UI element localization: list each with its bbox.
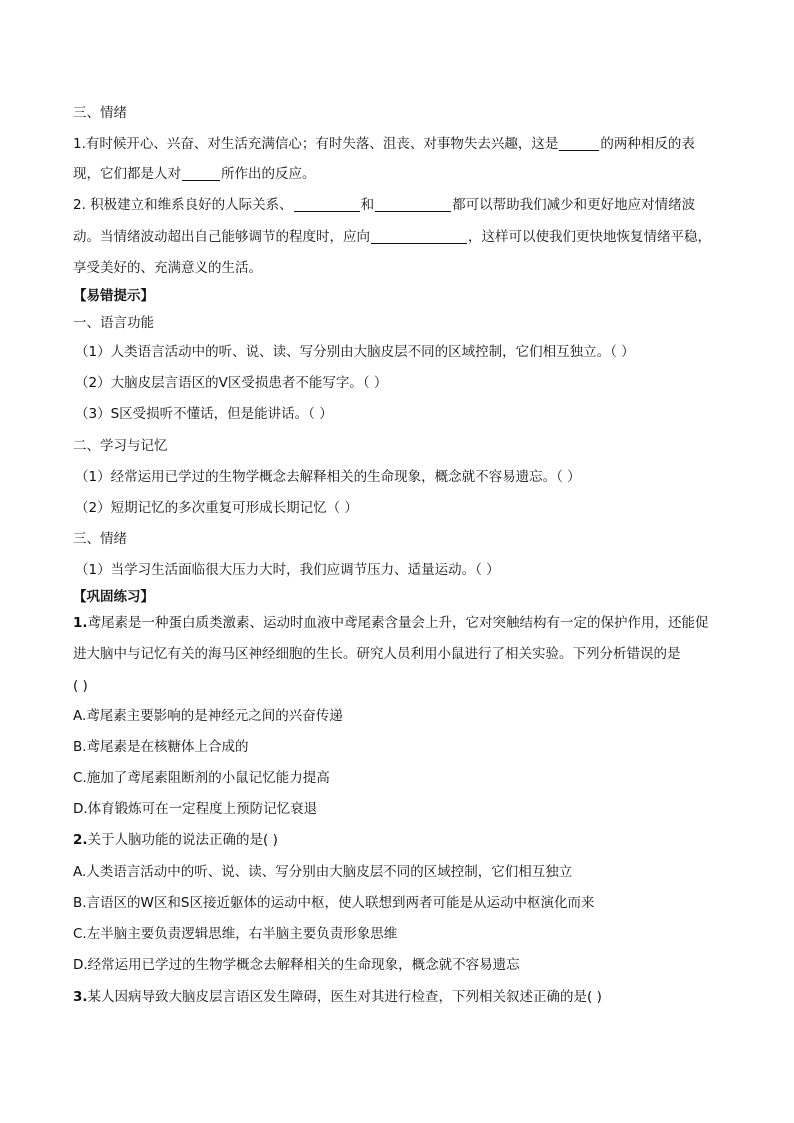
- option-b: B.言语区的W区和S区接近躯体的运动中枢，使人联想到两者可能是从运动中枢演化而来: [73, 895, 595, 911]
- option-c: C.左半脑主要负责逻辑思维，右半脑主要负责形象思维: [73, 926, 398, 942]
- question-1-line-2: 现，它们都是人对 所作出的反应。: [73, 166, 316, 182]
- option-a: A.鸢尾素主要影响的是神经元之间的兴奋传递: [73, 708, 343, 724]
- judgment-item: （1）当学习生活面临很大压力大时，我们应调节压力、适量运动。（ ）: [75, 562, 500, 578]
- option-a: A.人类语言活动中的听、说、读、写分别由大脑皮层不同的区域控制，它们相互独立: [73, 864, 573, 880]
- practice-1-line-2: 进大脑中与记忆有关的海马区神经细胞的生长。研究人员利用小鼠进行了相关实验。下列分析错误的是: [73, 646, 681, 662]
- option-c: C.施加了鸢尾素阻断剂的小鼠记忆能力提高: [73, 770, 330, 786]
- judgment-item: （1）经常运用已学过的生物学概念去解释相关的生命现象，概念就不容易遗忘。（ ）: [75, 469, 581, 485]
- answer-blank[interactable]: [559, 136, 599, 151]
- option-d: D.体育锻炼可在一定程度上预防记忆衰退: [73, 801, 318, 817]
- practice-heading: 【巩固练习】: [73, 589, 154, 605]
- section-title-emotion-2: 三、情绪: [73, 531, 127, 547]
- answer-blank[interactable]: [371, 229, 467, 244]
- question-2-line-2: 动。当情绪波动超出自己能够调节的程度时，应向 ，这样可以使我们更快地恢复情绪平稳，: [73, 229, 711, 245]
- judgment-item: （2）短期记忆的多次重复可形成长期记忆（ ）: [75, 500, 358, 516]
- answer-blank[interactable]: [182, 166, 220, 181]
- answer-blank[interactable]: [294, 197, 360, 212]
- answer-blank[interactable]: [375, 197, 451, 212]
- option-b: B.鸢尾素是在核糖体上合成的: [73, 739, 249, 755]
- question-2-line-3: 享受美好的、充满意义的生活。: [73, 260, 262, 276]
- section-title-memory: 二、学习与记忆: [73, 438, 168, 454]
- practice-1-line-1: 1.鸢尾素是一种蛋白质类激素、运动时血液中鸢尾素含量会上升，它对突触结构有一定的保护作用，还能促: [73, 615, 709, 631]
- error-hint-heading: 【易错提示】: [73, 288, 154, 304]
- section-title-emotion: 三、情绪: [73, 105, 127, 121]
- question-2-line-1: 2. 积极建立和维系良好的人际关系、 和 都可以帮助我们减少和更好地应对情绪波: [73, 197, 696, 213]
- practice-3-stem: 3.某人因病导致大脑皮层言语区发生障碍，医生对其进行检查，下列相关叙述正确的是( ): [73, 989, 602, 1005]
- judgment-item: （1）人类语言活动中的听、说、读、写分别由大脑皮层不同的区域控制，它们相互独立。（ ）: [75, 344, 635, 360]
- judgment-item: （2）大脑皮层言语区的V区受损患者不能写字。（ ）: [75, 375, 388, 391]
- judgment-item: （3）S区受损听不懂话，但是能讲话。（ ）: [75, 406, 333, 422]
- option-d: D.经常运用已学过的生物学概念去解释相关的生命现象，概念就不容易遗忘: [73, 957, 520, 973]
- question-1-line-1: 1.有时候开心、兴奋、对生活充满信心；有时失落、沮丧、对事物失去兴趣，这是 的两种相反的表: [73, 136, 695, 152]
- practice-2-stem: 2.关于人脑功能的说法正确的是( ): [73, 832, 278, 848]
- section-title-language: 一、语言功能: [73, 315, 154, 331]
- practice-1-answer-paren: ( ): [73, 678, 88, 694]
